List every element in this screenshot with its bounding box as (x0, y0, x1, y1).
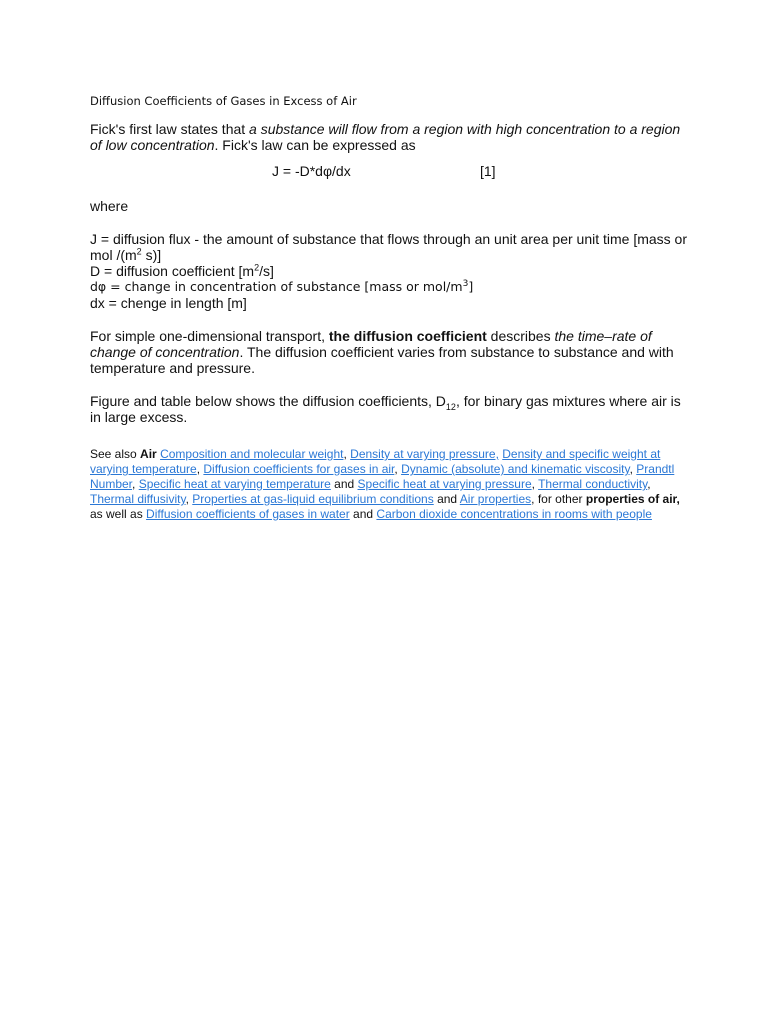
p3-end: , for binary gas mixtures where air is in large excess. (90, 393, 681, 425)
see-also-lead: See also (90, 447, 141, 461)
p2-mid: describes (486, 328, 555, 344)
link-thermal-conductivity[interactable]: Thermal conductivity (538, 477, 648, 491)
intro-paragraph (90, 121, 690, 153)
def-d-end: /s] (259, 263, 274, 279)
p3-text: Figure and table below shows the diffusion coefficients, D (90, 393, 446, 409)
def-flux-sup: 2 (136, 246, 142, 257)
intro-text-end: . Fick's law can be expressed as (214, 137, 416, 153)
def-d-text: D = diffusion coefficient [m (90, 263, 255, 279)
p2-end: . The diffusion coefficient varies from substance to substance and with temperature and pressure. (90, 344, 674, 376)
def-diffusion-coefficient (90, 263, 690, 279)
def-dphi-text: dφ = change in concentration of substance [mass or mol/m (90, 279, 463, 294)
link-specific-heat-temperature[interactable]: Specific heat at varying temperature (138, 477, 331, 491)
p3-sub: 12 (445, 401, 456, 412)
link-composition[interactable]: Composition and molecular weight (160, 447, 344, 461)
link-density-pressure[interactable]: Density at varying pressure, (350, 447, 499, 461)
def-d-sup: 2 (254, 262, 260, 273)
link-specific-heat-pressure[interactable]: Specific heat at varying pressure (357, 477, 532, 491)
see-also-and-1: and (334, 477, 355, 491)
see-also-and-3: and (353, 507, 374, 521)
intro-italic: a substance will flow from a region with high concentration to a region of low concentration (90, 121, 681, 153)
p2-bold: the diffusion coefficient (328, 328, 487, 344)
def-dphi-sup: 3 (462, 278, 469, 289)
formula-row (90, 163, 690, 181)
link-prandtl[interactable]: Prandtl Number (90, 462, 675, 491)
link-gas-liquid-equilibrium[interactable]: Properties at gas-liquid equilibrium conditions (192, 492, 434, 506)
link-density-temperature[interactable]: Density and specific weight at varying temperature (90, 447, 661, 476)
link-viscosity[interactable]: Dynamic (absolute) and kinematic viscosity (401, 462, 630, 476)
figure-paragraph (90, 393, 690, 425)
see-also-and-2: and (437, 492, 458, 506)
where-label: where (90, 198, 129, 214)
intro-text: Fick's first law states that (90, 121, 250, 137)
see-also-as-well-as: as well as (90, 507, 147, 521)
p2-text: For simple one-dimensional transport, (90, 328, 329, 344)
def-flux-text: J = diffusion flux - the amount of substance that flows through an unit area per unit time [mass or mol /(m (90, 231, 688, 263)
transport-paragraph (90, 328, 690, 376)
fick-formula: J = -D*dφ/dx (272, 163, 351, 179)
p2-italic: the time–rate of change of concentration (90, 328, 652, 360)
link-air-properties[interactable]: Air properties (459, 492, 532, 506)
see-also-paragraph: See also Air Composition and molecular weight, Density at varying pressure, Density and specific weight at varying temperature, Diffusion coefficients for gases in air, Dynamic (absolute) and kinematic viscosity, Prandtl Number, Specific heat at varying temperature and Specific heat at varying pressure, Thermal conductivity, Thermal diffusivity, Properties at gas-liquid equilibrium conditions and Air properties, for other properties of air, as well as Diffusion coefficients of gases in water and Carbon dioxide concentrations in rooms with people (90, 447, 680, 521)
def-length: dx = chenge in length [m] (90, 295, 247, 311)
document-title: Diffusion Coefficients of Gases in Excess of Air (90, 94, 357, 108)
definitions (90, 231, 690, 311)
see-also-air: Air (140, 447, 157, 461)
link-diffusion-gases-air[interactable]: Diffusion coefficients for gases in air (203, 462, 395, 476)
link-diffusion-water[interactable]: Diffusion coefficients of gases in water (146, 507, 350, 521)
see-also-for-other: , for other (531, 492, 586, 506)
link-thermal-diffusivity[interactable]: Thermal diffusivity (90, 492, 186, 506)
link-co2-rooms[interactable]: Carbon dioxide concentrations in rooms with people (376, 507, 652, 521)
def-flux-end: s)] (141, 247, 162, 263)
def-concentration (90, 279, 690, 295)
document-body (90, 121, 690, 522)
see-also-properties-bold: properties of air, (585, 492, 680, 506)
equation-number: [1] (480, 163, 496, 179)
def-flux (90, 231, 690, 263)
def-dphi-end: ] (468, 279, 474, 294)
